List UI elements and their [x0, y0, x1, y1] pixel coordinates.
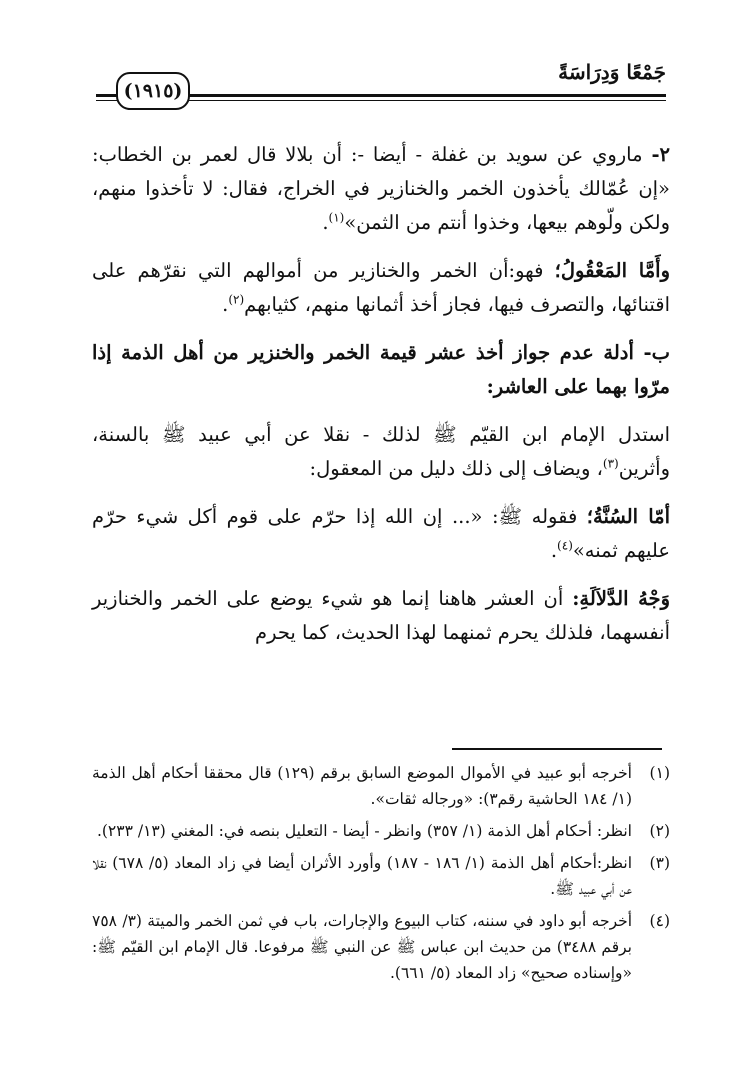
- footnote-text: أخرجه أبو عبيد في الأموال الموضع السابق برقم (١٢٩) قال محققا أحكام أهل الذمة (١/ ١٨٤ الحاشية رقم٣): «ورجاله ثقات».: [92, 764, 632, 808]
- footnote-number: (٢): [649, 822, 670, 840]
- paragraph-5: أمّا السُنَّةُ؛ فقوله ﷺ: «... إن الله إذا حرّم على قوم أكل شيء حرّم عليهم ثمنه»$^{(٤)}$.: [92, 505, 670, 562]
- footnote-text: انظر: أحكام أهل الذمة (١/ ٣٥٧) وانظر - أيضا - التعليل بنصه في: المغني (١٣/ ٢٣٣).: [96, 822, 632, 840]
- footnote-separator: [452, 748, 662, 750]
- section-label: وَجْهُ الدَّلاَلَةِ:: [572, 587, 670, 610]
- paragraph-text: فقوله ﷺ: «... إن الله إذا حرّم على قوم أكل شيء حرّم عليهم ثمنه»: [92, 505, 670, 562]
- footnote-number: (٣): [649, 854, 670, 872]
- footnote-ref[interactable]: (٤): [557, 538, 573, 553]
- page-header: [96, 54, 666, 110]
- paragraph-text: أن العشر هاهنا إنما هو شيء يوضع على الخمر والخنازير أنفسهما، فلذلك يحرم ثمنهما لهذا الحديث، كما يحرم: [92, 587, 670, 644]
- footnotes: [92, 760, 670, 992]
- paragraph-text: استدل الإمام ابن القيّم ﷺ لذلك - نقلا عن أبي عبيد ﷺ بالسنة، وأثرين: [92, 423, 670, 480]
- paragraph-6: [92, 582, 670, 650]
- footnote-number: (١): [649, 764, 670, 782]
- main-text: [92, 138, 670, 664]
- footnote: [92, 818, 670, 844]
- running-title: جَمْعًا وَدِرَاسَةً: [558, 60, 666, 84]
- footnote-ref[interactable]: (١): [328, 210, 345, 225]
- footnote-ref[interactable]: (٢): [228, 292, 245, 307]
- paragraph-text: ماروي عن سويد بن غفلة - أيضا -: أن بلالا قال لعمر بن الخطاب: «إن عُمّالك يأخذون الخمر والخنازير في الخراج، فقال: لا تأخذوا منهم، ولكن ولّوهم بيعها، وخذوا أنتم من الثمن»: [92, 143, 670, 234]
- footnote-text: انظر:أحكام أهل الذمة (١/ ١٨٦ - ١٨٧) وأورد الأثران أيضا في زاد المعاد (٥/ ٦٧٨) نقلا عن أبي عبيد ﷺ.: [92, 854, 633, 898]
- footnote-text: أخرجه أبو داود في سننه، كتاب البيوع والإجارات، باب في ثمن الخمر والميتة (٣/ ٧٥٨ برقم ٣٤٨٨) من حديث ابن عباس ﷺ عن النبي ﷺ مرفوعا. قال الإمام ابن القيّم ﷺ: «وإسناده صحيح» زاد المعاد (٥/ ٦٦١).: [92, 912, 633, 982]
- footnote: [92, 908, 670, 986]
- paragraph-2: وأَمَّا المَعْقُولُ؛ فهو:أن الخمر والخنازير من أموالهم التي نقرّهم على اقتنائها، والتصرف فيها، فجاز أخذ أثمانها منهم، كثيابهم$^{(٢)}$.: [92, 259, 670, 316]
- paragraph-4: استدل الإمام ابن القيّم ﷺ لذلك - نقلا عن أبي عبيد ﷺ بالسنة، وأثرين$^{(٣)}$، ويضاف إلى ذلك دليل من المعقول:: [92, 423, 670, 480]
- item-number: ٢-: [651, 143, 671, 166]
- page-number: (١٩١٥): [116, 72, 190, 110]
- section-heading: ب- أدلة عدم جواز أخذ عشر قيمة الخمر والخنزير من أهل الذمة إذا مرّوا بهما على العاشر:: [92, 341, 670, 398]
- paragraph-1: ٢- ماروي عن سويد بن غفلة - أيضا -: أن بلالا قال لعمر بن الخطاب: «إن عُمّالك يأخذون الخمر والخنازير في الخراج، فقال: لا تأخذوا منهم، ولكن ولّوهم بيعها، وخذوا أنتم من الثمن»$^{(١)}$.: [92, 143, 671, 234]
- footnote-ref[interactable]: (٣): [602, 456, 619, 471]
- footnote: [92, 850, 670, 902]
- paragraph-text: فهو:أن الخمر والخنازير من أموالهم التي نقرّهم على اقتنائها، والتصرف فيها، فجاز أخذ أثمانها منهم، كثيابهم: [92, 259, 670, 316]
- section-label: أمّا السُنَّةُ؛: [586, 505, 670, 528]
- section-label: وأَمَّا المَعْقُولُ؛: [554, 259, 670, 282]
- footnote: [92, 760, 670, 812]
- footnote-number: (٤): [649, 912, 670, 930]
